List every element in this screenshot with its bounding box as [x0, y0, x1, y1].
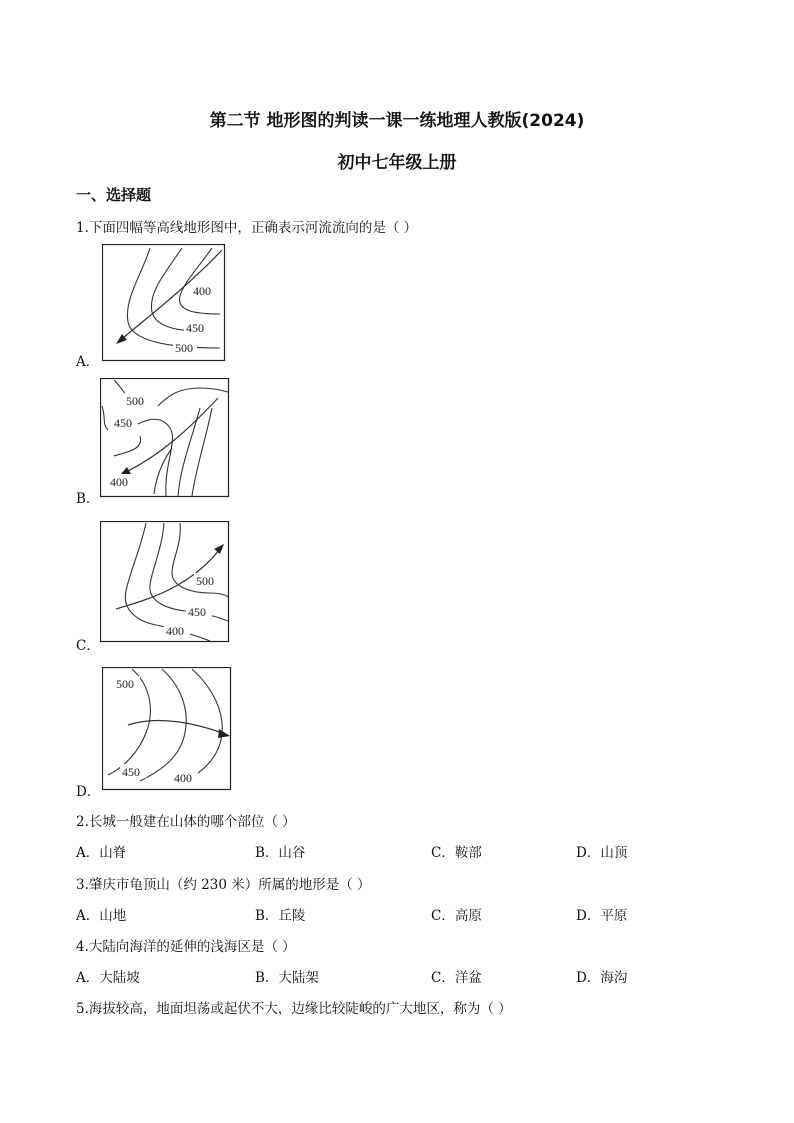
- q2-option-c[interactable]: C．鞍部: [431, 845, 482, 861]
- q1b-contour-label-3: 400: [110, 475, 128, 489]
- q1d-contour-label-3: 400: [174, 771, 192, 785]
- q1-option-c-label[interactable]: C．: [76, 638, 100, 654]
- q2-option-a[interactable]: A．山脊: [76, 845, 127, 861]
- q1-map-b[interactable]: [100, 378, 230, 498]
- question-1-stem: 1.下面四幅等高线地形图中，正确表示河流流向的是（ ）: [76, 220, 418, 236]
- question-5-stem: 5.海拔较高，地面坦荡或起伏不大，边缘比较陡峻的广大地区，称为（ ）: [76, 1001, 512, 1017]
- section-heading: 一、选择题: [76, 186, 152, 204]
- q1-option-b-label[interactable]: B．: [76, 491, 100, 507]
- q1a-contour-label-2: 450: [186, 321, 204, 335]
- q3-option-b[interactable]: B．丘陵: [255, 908, 306, 924]
- question-3-stem: 3.肇庆市龟顶山（约 230 米）所属的地形是（ ）: [76, 877, 371, 893]
- q4-option-d[interactable]: D．海沟: [576, 970, 628, 986]
- q1d-contour-label-1: 500: [116, 677, 134, 691]
- question-2-stem: 2.长城一般建在山体的哪个部位（ ）: [76, 814, 296, 830]
- q1b-contour-label-1: 500: [126, 394, 144, 408]
- q1-option-d-label[interactable]: D．: [76, 784, 101, 800]
- q4-option-c[interactable]: C．洋盆: [431, 970, 482, 986]
- q1-option-a-label[interactable]: A．: [76, 354, 100, 370]
- q4-option-b[interactable]: B．大陆架: [255, 970, 319, 986]
- q1b-contour-label-2: 450: [114, 416, 132, 430]
- q1c-contour-label-1: 500: [196, 574, 214, 588]
- q1-map-d[interactable]: [102, 667, 232, 791]
- q1a-contour-label-3: 500: [175, 341, 193, 355]
- q2-option-b[interactable]: B．山谷: [255, 845, 306, 861]
- q1c-contour-label-3: 400: [166, 624, 184, 638]
- q1d-contour-label-2: 450: [122, 765, 140, 779]
- document-title: 第二节 地形图的判读一课一练地理人教版(2024): [209, 111, 585, 131]
- q1-map-a[interactable]: [102, 244, 226, 362]
- q3-option-a[interactable]: A．山地: [76, 908, 127, 924]
- q2-option-d[interactable]: D．山顶: [576, 845, 628, 861]
- q3-option-d[interactable]: D．平原: [576, 908, 628, 924]
- q1-map-c[interactable]: [100, 521, 230, 643]
- document-subtitle: 初中七年级上册: [337, 153, 457, 173]
- q1a-contour-label-1: 400: [193, 284, 211, 298]
- q1c-contour-label-2: 450: [188, 605, 206, 619]
- question-4-stem: 4.大陆向海洋的延伸的浅海区是（ ）: [76, 939, 296, 955]
- q4-option-a[interactable]: A．大陆坡: [76, 970, 140, 986]
- q3-option-c[interactable]: C．高原: [431, 908, 482, 924]
